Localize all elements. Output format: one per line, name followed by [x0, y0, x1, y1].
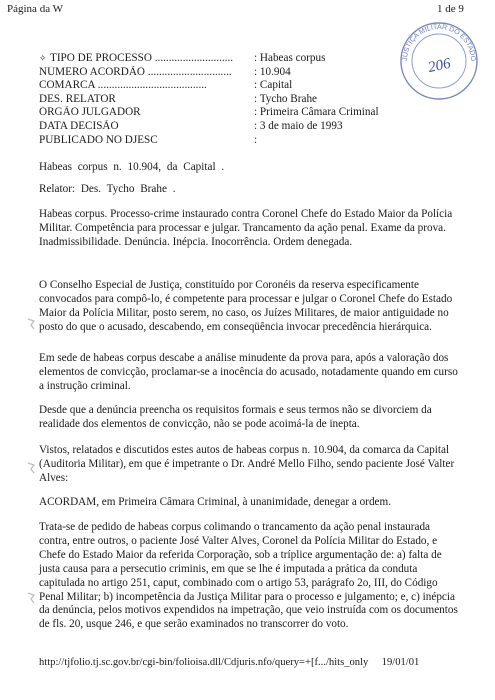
meta-row-relator	[39, 93, 379, 107]
page-footer	[39, 657, 419, 668]
bullet-diamond-icon: ✧	[39, 53, 47, 63]
meta-value: : 3 de maio de 1993	[254, 119, 343, 132]
meta-row-tipo	[39, 52, 379, 66]
ementa-paragraph: Habeas corpus. Processo-crime instaurado contra Coronel Chefe do Estado Maior da Polícia Militar. Competência para processar e julgar. Trancamento da ação penal. Exame da prova. Inadmissibilidade. Denúncia. Inépcia. Inocorrência. Ordem denegada.	[39, 208, 453, 248]
scan-mark-icon	[26, 592, 36, 604]
meta-label: DATA DECISÃO	[39, 119, 119, 132]
meta-row-comarca	[39, 79, 379, 93]
meta-value: : Tycho Brahe	[254, 92, 318, 105]
page-counter: 1 de 9	[437, 3, 464, 15]
case-title: Habeas corpus n. 10.904, da Capital .	[39, 161, 225, 173]
meta-label: NÚMERO ACORDÃO ..............................	[39, 65, 232, 78]
page-header-title: Página da W	[7, 3, 64, 15]
footer-date: 19/01/01	[381, 657, 420, 668]
meta-label: ÓRGÃO JULGADOR	[39, 106, 141, 119]
stamp-number: 206	[426, 55, 453, 77]
paragraph-denuncia: Desde que a denúncia preencha os requisitos formais e seus termos não se divorciem da realidade dos elementos de convicção, não se pode acoimá-la de inepta.	[39, 404, 432, 430]
paragraph-habeas-prova: Em sede de habeas corpus descabe a análise minudente da prova para, após a valoração dos elementos de convicção, proclamar-se a inocência do acusado, notadamente quando em curso a instrução criminal.	[39, 352, 458, 392]
meta-value: : Habeas corpus	[254, 52, 326, 64]
footer-url[interactable]: http://tjfolio.tj.sc.gov.br/cgi-bin/folioisa.dll/Cdjuris.nfo/query=+[f.../hits_only	[39, 657, 369, 668]
paragraph-conselho: O Conselho Especial de Justiça, constituído por Coronéis da reserva especificamente convocados para compô-lo, é competente para processar e julgar o Coronel Chefe do Estado Maior da Polícia Militar, posto serem, no caso, os Juízes Militares, de maior antiguidade no posto do que o acusado, descabendo, em conseqüência invocar precedência hierárquica.	[39, 279, 453, 333]
svg-text:JUSTIÇA MILITAR DO ESTADO	[402, 24, 476, 62]
meta-row-numero	[39, 66, 379, 80]
scan-mark-icon	[26, 318, 36, 330]
meta-value: : 10.904	[254, 65, 291, 78]
paragraph-acordam: ACORDAM, em Primeira Câmara Criminal, à unanimidade, denegar a ordem.	[39, 496, 391, 508]
seal-stamp-icon	[398, 20, 480, 102]
stamp-text: JUSTIÇA MILITAR DO ESTADO	[401, 23, 477, 62]
meta-label: COMARCA .......................................	[39, 79, 207, 92]
meta-value: :	[254, 133, 258, 146]
process-metadata	[39, 52, 379, 147]
scan-mark-icon	[26, 462, 36, 474]
meta-label: PUBLICADO NO DJESC	[39, 133, 158, 146]
paragraph-vistos: Vistos, relatados e discutidos estes autos de habeas corpus n. 10.904, da comarca da Capital (Auditoria Militar), em que é impetrante o Dr. André Mello Filho, sendo paciente José Valter Alves:	[39, 444, 455, 484]
meta-row-data	[39, 120, 379, 134]
meta-row-orgao	[39, 106, 379, 120]
meta-row-publicado	[39, 134, 379, 148]
meta-label: DES. RELATOR	[39, 92, 116, 105]
meta-value: : Primeira Câmara Criminal	[254, 106, 379, 119]
meta-value: : Capital	[254, 79, 293, 92]
meta-label: TIPO DE PROCESSO ............................	[50, 52, 234, 64]
relator-line: Relator: Des. Tycho Brahe .	[39, 183, 176, 195]
paragraph-relatorio: Trata-se de pedido de habeas corpus colimando o trancamento da ação penal instaurada contra, entre outros, o paciente José Valter Alves, Coronel da Polícia Militar do Estado, e Chefe do Estado Maior da referida Corporação, sob a tríplice argumentação de: a) falta de justa causa para a persecutio criminis, em que se lhe é imputada a prática da conduta capitulada no artigo 251, caput, combinado com o artigo 53, parágrafo 2o, III, do Código Penal Militar; b) incompetência da Justiça Militar para o processo e julgamento; e, c) inépcia da denúncia, pelos motivos expendidos na impetração, que veio instruída com os documentos de fls. 20, usque 246, e que serão examinados no transcorrer do voto.	[39, 521, 458, 631]
